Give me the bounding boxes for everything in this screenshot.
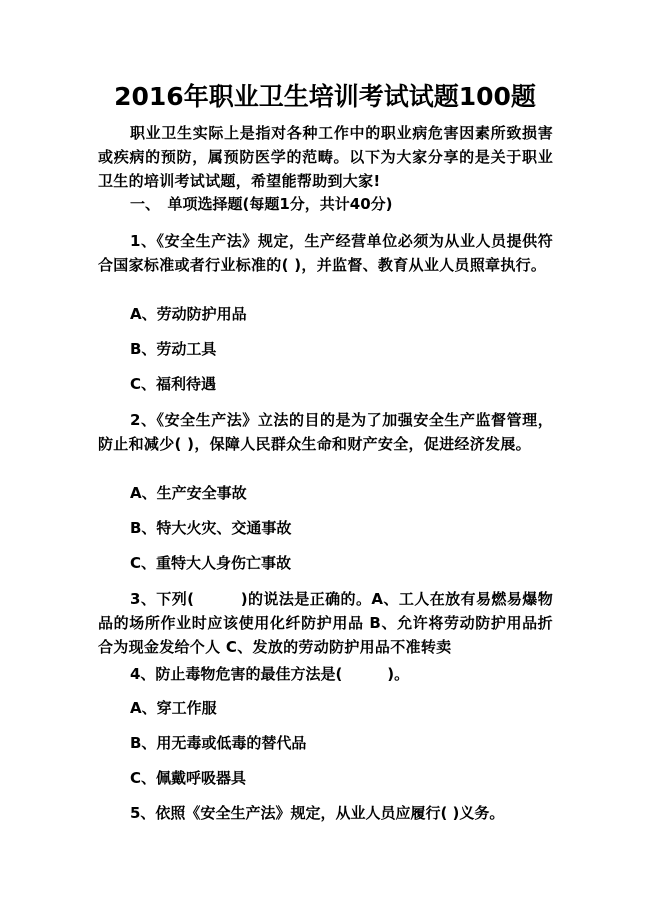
question-4-option-a: A、穿工作服	[130, 699, 217, 717]
question-1-option-b: B、劳动工具	[130, 340, 217, 358]
intro-paragraph: 职业卫生实际上是指对各种工作中的职业病危害因素所致损害或疾病的预防，属预防医学的范畴。以下为大家分享的是关于职业卫生的培训考试试题，希望能帮助到大家!	[98, 124, 553, 190]
question-2-option-c: C、重特大人身伤亡事故	[130, 554, 292, 572]
question-1-option-a: A、劳动防护用品	[130, 305, 247, 323]
question-1-stem: 1、《安全生产法》规定，生产经营单位必须为从业人员提供符合国家标准或者行业标准的( )，并监督、教育从业人员照章执行。	[98, 232, 553, 274]
question-1-option-c: C、福利待遇	[130, 375, 217, 393]
document-title: 2016年职业卫生培训考试试题100题	[114, 82, 536, 111]
section-heading: 一、 单项选择题(每题1分，共计40分)	[130, 195, 393, 213]
question-2-option-a: A、生产安全事故	[130, 484, 247, 502]
question-4-stem: 4、防止毒物危害的最佳方法是( )。	[130, 665, 410, 683]
question-2-stem: 2、《安全生产法》立法的目的是为了加强安全生产监督管理，防止和减少( )，保障人民群众生命和财产安全，促进经济发展。	[98, 411, 553, 453]
question-5-stem: 5、依照《安全生产法》规定，从业人员应履行( )义务。	[130, 804, 505, 822]
question-3-stem: 3、下列( )的说法是正确的。A、工人在放有易燃易爆物品的场所作业时应该使用化纤防护用品 B、允许将劳动防护用品折合为现金发给个人 C、发放的劳动防护用品不准转卖	[98, 590, 553, 656]
question-4-option-c: C、佩戴呼吸器具	[130, 769, 247, 787]
question-4-option-b: B、用无毒或低毒的替代品	[130, 734, 307, 752]
question-2-option-b: B、特大火灾、交通事故	[130, 519, 292, 537]
